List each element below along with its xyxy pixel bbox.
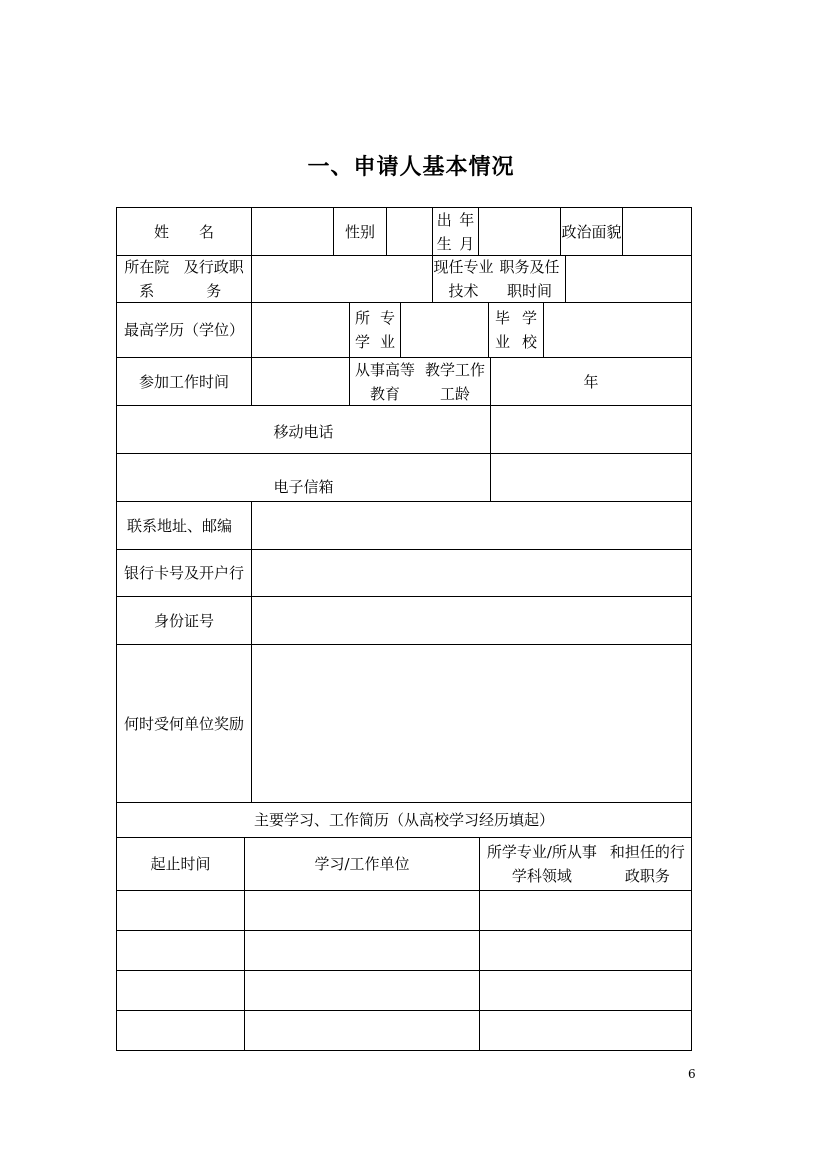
history-role-input[interactable] [480, 931, 691, 970]
history-unit-input[interactable] [245, 891, 479, 930]
school-label: 毕业 学校 [494, 309, 537, 351]
address-label: 联系地址、邮编 [127, 516, 233, 535]
birth-input[interactable] [479, 208, 560, 255]
history-unit-input[interactable] [245, 1011, 479, 1050]
gender-input[interactable] [387, 208, 432, 255]
tech-title-label: 现任专业技术 职务及任职时间 [433, 258, 560, 300]
politics-input[interactable] [623, 208, 691, 255]
page-number: 6 [688, 1067, 696, 1081]
bank-input[interactable] [252, 550, 691, 596]
teaching-years-input[interactable]: 年 [583, 372, 599, 391]
department-label: 所在院系 及行政职务 [124, 258, 244, 300]
mobile-label: 移动电话 [273, 422, 334, 441]
school-input[interactable] [544, 303, 691, 357]
politics-label: 政治 面貌 [561, 222, 622, 241]
birth-label: 出生 年月 [436, 210, 475, 253]
work-start-input[interactable] [252, 358, 349, 405]
email-input[interactable] [491, 454, 691, 501]
history-unit-input[interactable] [245, 971, 479, 1010]
history-period-input[interactable] [117, 891, 244, 930]
name-label: 姓 名 [153, 222, 214, 241]
major-input[interactable] [401, 303, 488, 357]
history-role-input[interactable] [480, 891, 691, 930]
history-period-input[interactable] [117, 1011, 244, 1050]
email-label: 电子信箱 [273, 478, 334, 496]
teaching-years-label: 从事高等教育 教学工作工龄 [354, 360, 485, 403]
history-role-input[interactable] [480, 1011, 691, 1050]
gender-label: 性 别 [344, 222, 376, 241]
education-label: 最高学历 （学位） [123, 321, 245, 339]
address-input[interactable] [252, 502, 691, 549]
department-input[interactable] [252, 256, 432, 302]
education-input[interactable] [252, 303, 349, 357]
history-period-input[interactable] [117, 931, 244, 970]
id-number-input[interactable] [252, 597, 691, 644]
table-border-line [691, 207, 692, 1051]
id-number-label: 身份证号 [153, 611, 214, 630]
table-border-line [116, 1050, 692, 1051]
bank-label: 银行卡号及开户 行 [123, 564, 245, 582]
page-title: 一、申请人基本情况 [307, 154, 515, 180]
name-input[interactable] [252, 208, 333, 255]
history-period-input[interactable] [117, 971, 244, 1010]
history-heading: 主要学习、工作简历（从高校学习经历填起） [253, 811, 554, 829]
awards-input[interactable] [252, 645, 691, 802]
work-start-label: 参加工作时间 [138, 372, 229, 391]
history-col-unit: 学习/工作单位 [314, 855, 410, 873]
awards-label: 何时受何 单位奖励 [123, 714, 245, 733]
history-unit-input[interactable] [245, 931, 479, 970]
history-col-role: 所学专业/所从事学科领域 和担任的行政职务 [486, 843, 685, 885]
major-label: 所学 专业 [354, 309, 395, 351]
history-col-period: 起止时间 [150, 855, 211, 873]
history-role-input[interactable] [480, 971, 691, 1010]
mobile-input[interactable] [491, 406, 691, 453]
tech-title-input[interactable] [566, 256, 691, 302]
